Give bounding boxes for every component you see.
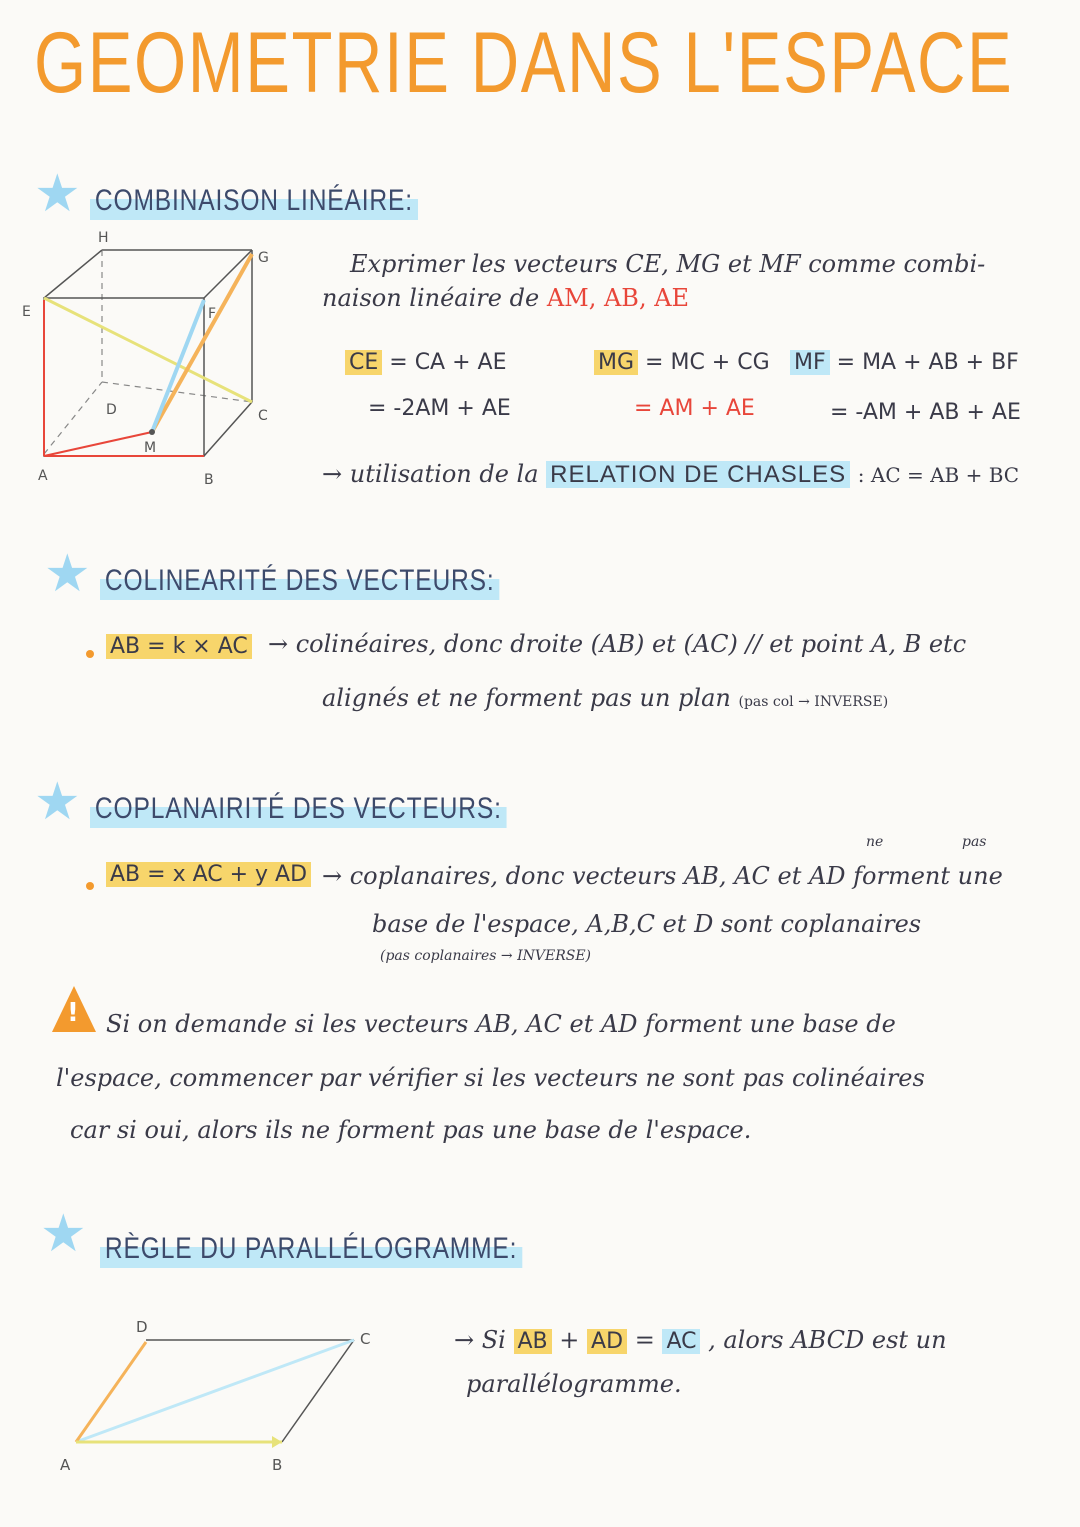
arrow-head <box>272 1436 282 1448</box>
rule-ad: AD <box>587 1329 627 1354</box>
eq-mf-b: = -AM + AB + AE <box>830 400 1021 425</box>
bullet <box>86 882 94 890</box>
vector-mg <box>152 254 252 432</box>
vector-mf <box>152 300 204 432</box>
rule-plus: + <box>559 1326 580 1354</box>
section-heading-combinaison: COMBINAISON LINÉAIRE: <box>90 182 418 220</box>
label-h: H <box>98 230 109 246</box>
chasles-formula: : AC = AB + BC <box>857 463 1020 487</box>
eq-ce-a: = CA + AE <box>389 350 507 375</box>
eq-ce-lhs: CE <box>345 350 382 375</box>
eq-mg-lhs: MG <box>594 350 638 375</box>
coplanairite-line-1: → coplanaires, donc vecteurs AB, AC et AD forment une <box>322 862 1003 890</box>
label-b: B <box>204 472 214 488</box>
section-heading-parallelogramme: RÈGLE DU PARALLÉLOGRAMME: <box>100 1230 522 1268</box>
colinearite-formula: AB = k × AC <box>106 634 252 659</box>
label-e: E <box>22 304 31 320</box>
annotation-ne: ne <box>866 834 884 850</box>
vector-am <box>44 432 152 456</box>
label-c: C <box>360 1330 371 1348</box>
star-icon: ★ <box>44 544 91 604</box>
star-icon: ★ <box>34 164 81 224</box>
parallelogram-diagram <box>50 1310 390 1480</box>
rule-prefix: → Si <box>454 1326 506 1354</box>
coplanairite-formula: AB = x AC + y AD <box>106 862 311 887</box>
vector-ad <box>76 1342 146 1442</box>
warning-line-3: car si oui, alors ils ne forment pas une base de l'espace. <box>70 1116 752 1144</box>
rule-line-1 <box>454 1326 947 1354</box>
eq-ce <box>345 350 506 375</box>
chasles-prefix: → utilisation de la <box>322 460 539 488</box>
warning-line-2: l'espace, commencer par vérifier si les vecteurs ne sont pas colinéaires <box>56 1064 925 1092</box>
label-d: D <box>136 1318 148 1336</box>
chasles-line <box>322 460 1019 489</box>
label-b: B <box>272 1456 283 1474</box>
cube-edge <box>204 250 252 298</box>
label-c: C <box>258 408 268 424</box>
warning-line-1: Si on demande si les vecteurs AB, AC et AD forment une base de <box>106 1010 896 1038</box>
coplanairite-note: (pas coplanaires → INVERSE) <box>380 948 592 964</box>
eq-mf-a: = MA + AB + BF <box>836 350 1019 375</box>
intro-vectors: AM, AB, AE <box>546 284 690 312</box>
label-a: A <box>60 1456 71 1474</box>
label-g: G <box>258 250 269 266</box>
annotation-pas: pas <box>962 834 987 850</box>
coplanairite-line-2: base de l'espace, A,B,C et D sont coplanaires <box>372 910 922 938</box>
intro-line-2-prefix: naison linéaire de <box>322 284 540 312</box>
cube-edge-hidden <box>44 382 102 454</box>
section-heading-coplanairite: COPLANAIRITÉ DES VECTEURS: <box>90 790 507 828</box>
colinearite-line-2 <box>322 684 888 712</box>
colinearite-line-1: → colinéaires, donc droite (AB) et (AC) // et point A, B etc <box>268 630 967 658</box>
bullet <box>86 650 94 658</box>
intro-line-2 <box>322 284 689 312</box>
rule-ac: AC <box>662 1329 700 1354</box>
warning-exclamation: ! <box>67 998 79 1028</box>
cube-edge <box>44 250 102 298</box>
rule-ab: AB <box>514 1329 552 1354</box>
eq-mf <box>790 350 1019 375</box>
page-title: GEOMETRIE DANS L'ESPACE <box>34 15 1014 111</box>
rule-suffix: , alors ABCD est un <box>708 1326 947 1354</box>
point-m <box>149 429 155 435</box>
vector-ac <box>76 1340 354 1442</box>
cube-diagram <box>14 222 284 492</box>
rule-eq: = <box>634 1326 655 1354</box>
rule-line-2: parallélogramme. <box>466 1370 682 1398</box>
eq-mg <box>594 350 770 375</box>
chasles-label: RELATION DE CHASLES <box>546 461 850 488</box>
cube-front-face <box>44 298 204 456</box>
eq-ce-b: = -2AM + AE <box>368 396 511 421</box>
star-icon: ★ <box>40 1204 87 1264</box>
intro-line-1: Exprimer les vecteurs CE, MG et MF comme combi- <box>350 250 986 278</box>
label-m: M <box>144 440 157 456</box>
label-f: F <box>208 306 217 322</box>
eq-mg-a: = MC + CG <box>645 350 770 375</box>
colinearite-line-2-text: alignés et ne forment pas un plan <box>322 684 731 712</box>
label-a: A <box>38 468 48 484</box>
eq-mg-b: = AM + AE <box>634 396 755 421</box>
label-d: D <box>106 402 117 418</box>
eq-mf-lhs: MF <box>790 350 830 375</box>
star-icon: ★ <box>34 772 81 832</box>
colinearite-note: (pas col → INVERSE) <box>738 694 889 710</box>
section-heading-colinearite: COLINEARITÉ DES VECTEURS: <box>100 562 499 600</box>
cube-edge <box>204 402 252 456</box>
side-cb <box>282 1340 354 1442</box>
